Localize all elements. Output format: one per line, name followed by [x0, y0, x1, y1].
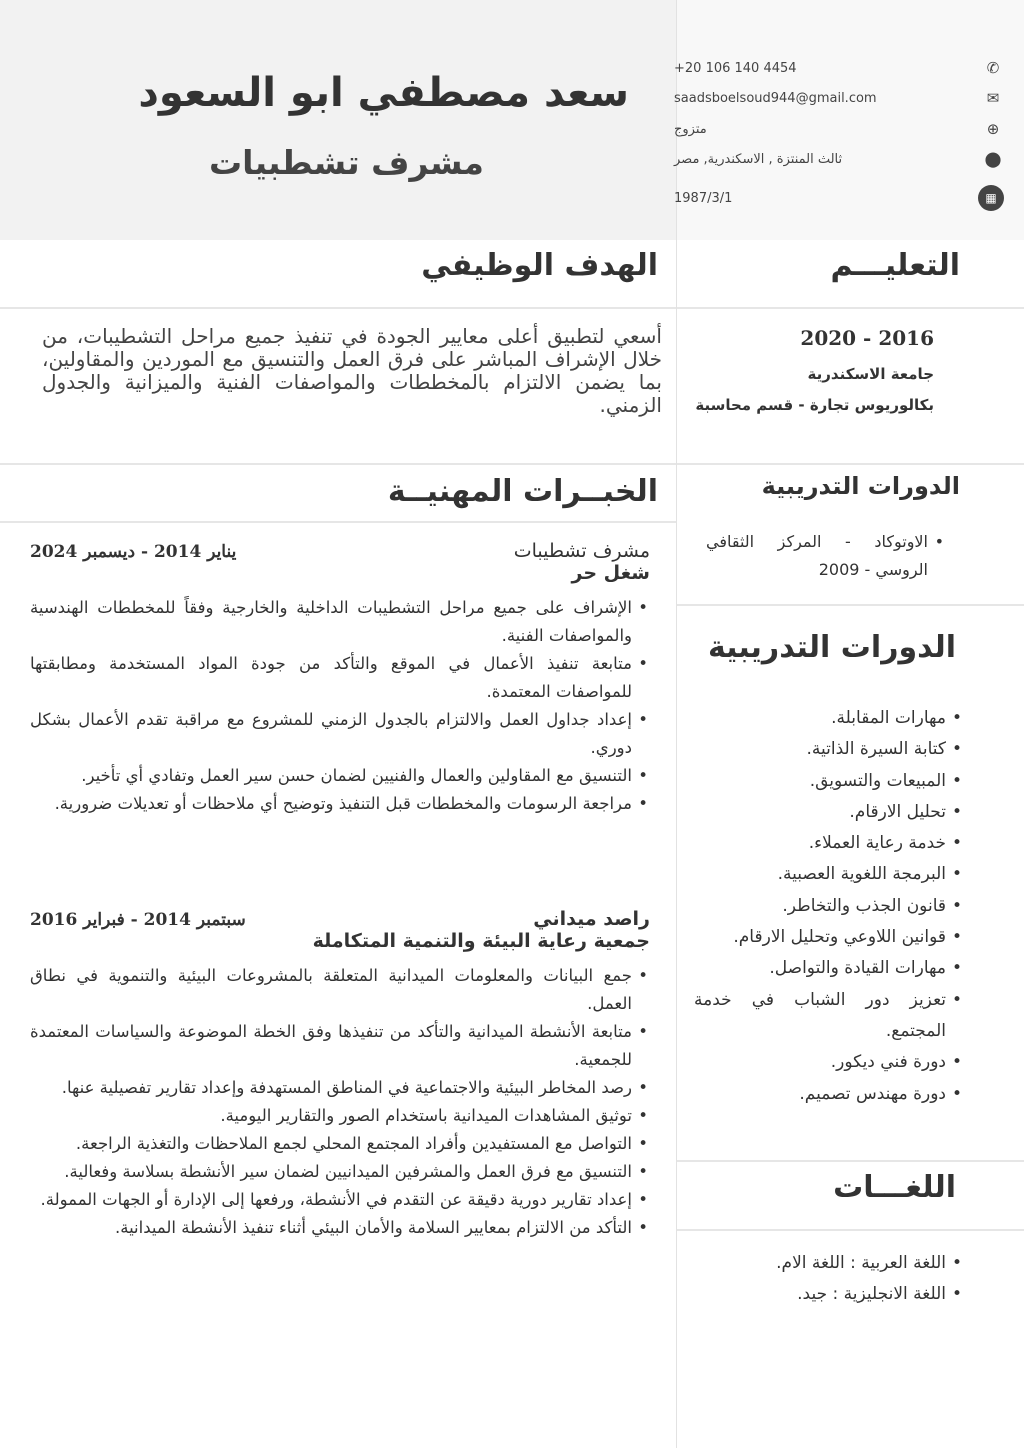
list-item: • تحليل الارقام.	[694, 797, 964, 828]
job-title: راصد ميداني	[533, 908, 650, 930]
list-item: • متابعة تنفيذ الأعمال في الموقع والتأكد من جودة المواد المستخدمة ومطابقتها للمواصفات المعتمدة.	[30, 650, 650, 706]
job-title: مشرف تشطبيات	[209, 143, 484, 182]
education-university: جامعة الاسكندرية	[807, 365, 934, 383]
list-item: • المبيعات والتسويق.	[694, 766, 964, 797]
job-title: مشرف تشطيبات	[513, 540, 650, 562]
list-item: • خدمة رعاية العملاء.	[694, 828, 964, 859]
marital-text: متزوج	[674, 121, 707, 137]
list-item: • رصد المخاطر البيئية والاجتماعية في المناطق المستهدفة وإعداد تقارير تفصيلية عنها.	[30, 1074, 650, 1102]
job-company: جمعية رعاية البيئة والتنمية المتكاملة	[312, 930, 650, 952]
contact-birthdate	[674, 184, 1004, 212]
birthday-cake-icon: ▦	[978, 185, 1004, 211]
list-item: • الاوتوكاد - المركز الثقافي الروسي - 2009	[706, 528, 946, 584]
list-item: • دورة فني ديكور.	[694, 1047, 964, 1078]
list-item: • إعداد تقارير دورية دقيقة عن التقدم في الأنشطة، ورفعها إلى الإدارة أو الجهات الممولة.	[30, 1186, 650, 1214]
list-item: • التأكد من الالتزام بمعايير السلامة والأمان البيئي أثناء تنفيذ الأنشطة الميدانية.	[30, 1214, 650, 1242]
contact-email	[674, 84, 1004, 112]
address-text: ثالث المنتزة , الاسكندرية, مصر	[674, 151, 843, 167]
list-item: • قانون الجذب والتخاطر.	[694, 891, 964, 922]
phone-text[interactable]: +20 106 140 4454	[674, 60, 797, 76]
contact-phone	[674, 54, 1004, 82]
job-bullets	[30, 594, 650, 818]
job-bullets	[30, 962, 650, 1242]
list-item: • مهارات القيادة والتواصل.	[694, 953, 964, 984]
list-item: • متابعة الأنشطة الميدانية والتأكد من تنفيذها وفق الخطة الموضوعة والسياسات المعتمدة للجمعية.	[30, 1018, 650, 1074]
job-dates: يناير 2014 - ديسمبر 2024	[30, 542, 237, 562]
education-heading: التعليـــم	[830, 248, 960, 283]
list-item: • الإشراف على جميع مراحل التشطيبات الداخلية والخارجية وفقاً للمخططات الهندسية والمواصفات الفنية.	[30, 594, 650, 650]
contact-marital	[674, 115, 1004, 143]
languages-heading: اللغـــات	[833, 1170, 956, 1205]
globe-icon: ⊕	[986, 120, 1000, 138]
divider	[0, 307, 676, 309]
list-item: • مراجعة الرسومات والمخططات قبل التنفيذ وتوضيح أي ملاحظات أو تعديلات ضرورية.	[30, 790, 650, 818]
training1-heading: الدورات التدريبية	[761, 472, 960, 500]
location-icon: ⬤	[984, 150, 1002, 168]
divider	[677, 307, 1024, 309]
list-item: • كتابة السيرة الذاتية.	[694, 734, 964, 765]
list-item: • مهارات المقابلة.	[694, 703, 964, 734]
list-item: • قوانين اللاوعي وتحليل الارقام.	[694, 922, 964, 953]
divider	[677, 1160, 1024, 1162]
header-background	[0, 0, 676, 240]
training1-list	[706, 528, 946, 584]
list-item: • التواصل مع المستفيدين وأفراد المجتمع المحلي لجمع الملاحظات والتغذية الراجعة.	[30, 1130, 650, 1158]
education-years: 2016 - 2020	[800, 326, 934, 350]
list-item: • التنسيق مع فرق العمل والمشرفين الميدانيين لضمان سير الأنشطة بسلاسة وفعالية.	[30, 1158, 650, 1186]
email-text[interactable]: saadsboelsoud944@gmail.com	[674, 90, 877, 106]
job-dates: سبتمبر 2014 - فبراير 2016	[30, 910, 246, 930]
job-entry	[30, 540, 650, 818]
list-item: • التنسيق مع المقاولين والعمال والفنيين لضمان حسن سير العمل وتفادي أي تأخير.	[30, 762, 650, 790]
list-item: • دورة مهندس تصميم.	[694, 1079, 964, 1110]
divider	[677, 463, 1024, 465]
contact-address	[674, 145, 1004, 173]
list-item: • البرمجة اللغوية العصبية.	[694, 859, 964, 890]
phone-icon: ✆	[986, 59, 1000, 77]
list-item: • جمع البيانات والمعلومات الميدانية المتعلقة بالمشروعات البيئية والتنموية في نطاق العمل.	[30, 962, 650, 1018]
list-item: • إعداد جداول العمل والالتزام بالجدول الزمني للمشروع مع مراقبة تقدم الأعمال بشكل دوري.	[30, 706, 650, 762]
list-item: • تعزيز دور الشباب في خدمة المجتمع.	[694, 985, 964, 1048]
objective-text: أسعي لتطبيق أعلى معايير الجودة في تنفيذ جميع مراحل التشطيبات، من خلال الإشراف المباشر على فرق العمل والتنسيق مع الموردين والمقاولين، بما يضمن الالتزام بالمخططات والمواصفات الفنية والميزانية والجدول الزمني.	[42, 324, 662, 417]
experience-heading: الخبــرات المهنيــة	[387, 474, 658, 509]
job-company: شغل حر	[571, 562, 650, 584]
divider	[0, 463, 676, 465]
training2-list	[694, 703, 964, 1110]
languages-list	[694, 1248, 964, 1311]
list-item: • اللغة الانجليزية : جيد.	[694, 1279, 964, 1310]
email-icon: ✉	[986, 89, 1000, 107]
divider	[0, 521, 676, 523]
birthdate-text: 1987/3/1	[674, 190, 733, 206]
divider	[677, 604, 1024, 606]
list-item: • اللغة العربية : اللغة الام.	[694, 1248, 964, 1279]
education-degree: بكالوريوس تجارة - قسم محاسبة	[695, 396, 934, 414]
list-item: • توثيق المشاهدات الميدانية باستخدام الصور والتقارير اليومية.	[30, 1102, 650, 1130]
training2-heading: الدورات التدريبية	[707, 630, 956, 665]
objective-heading: الهدف الوظيفي	[421, 248, 658, 283]
divider	[677, 1229, 1024, 1231]
job-entry	[30, 908, 650, 1242]
candidate-name: سعد مصطفي ابو السعود	[138, 70, 629, 116]
